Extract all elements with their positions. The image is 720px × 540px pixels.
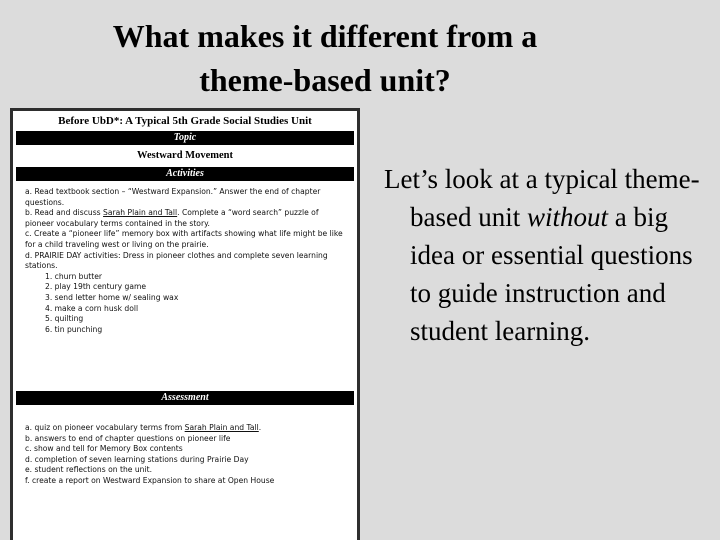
unit-plan-page [13, 111, 357, 540]
document-header: Before UbD*: A Typical 5th Grade Social Studies Unit [58, 115, 312, 127]
slide-title-line-1: What makes it different from a [112, 18, 538, 54]
slide-body [384, 160, 704, 350]
activity-item: c. Create a “pioneer life” memory box with artifacts showing what life might be like for a child traveling west or living on the prairie. [25, 229, 343, 249]
assessment-item: e. student reflections on the unit. [25, 465, 152, 475]
topic-value: Westward Movement [137, 150, 233, 161]
assessment-bar: Assessment [16, 391, 354, 405]
station-item: 1. churn butter [45, 271, 103, 281]
assessment-item: f. create a report on Westward Expansion to share at Open House [25, 475, 275, 485]
slide-title-line-2: theme-based unit? [199, 62, 451, 98]
assessment-item: b. answers to end of chapter questions on pioneer life [25, 433, 231, 443]
activities-bar: Activities [16, 167, 354, 181]
activity-item: a. Read textbook section – “Westward Expansion.” Answer the end of chapter questions. [25, 187, 321, 207]
body-text-part-2: a big idea or essential questions to guide instruction and student learning. [410, 202, 693, 346]
assessment-list [13, 405, 357, 487]
station-item: 4. make a corn husk doll [45, 303, 139, 313]
station-item: 5. quilting [45, 314, 84, 324]
station-item: 6. tin punching [45, 324, 103, 334]
body-text-part-1: Let’s look at a typical theme-based unit [384, 164, 700, 232]
unit-plan-document [10, 108, 360, 540]
activity-item: b. Read and discuss Sarah Plain and Tall. Complete a “word search” puzzle of pioneer vocabulary terms contained in the story. [25, 208, 319, 228]
body-paragraph [384, 160, 704, 350]
topic-bar: Topic [16, 131, 354, 145]
assessment-item: a. quiz on pioneer vocabulary terms from Sarah Plain and Tall. [25, 423, 262, 432]
assessment-item: d. completion of seven learning stations during Prairie Day [25, 454, 249, 464]
learning-stations-list [25, 272, 349, 336]
activity-item: d. PRAIRIE DAY activities: Dress in pioneer clothes and complete seven learning stations. 1. churn butter 2. play 19th century game 3. send letter home w/ sealing wax 4. make a corn husk doll 5. quilting 6. tin punching [25, 251, 349, 336]
activities-list [13, 181, 357, 391]
station-item: 2. play 19th century game [45, 282, 147, 292]
body-emphasis: without [526, 202, 608, 232]
station-item: 3. send letter home w/ sealing wax [45, 292, 179, 302]
assessment-item: c. show and tell for Memory Box contents [25, 444, 183, 454]
slide-title [40, 14, 610, 102]
